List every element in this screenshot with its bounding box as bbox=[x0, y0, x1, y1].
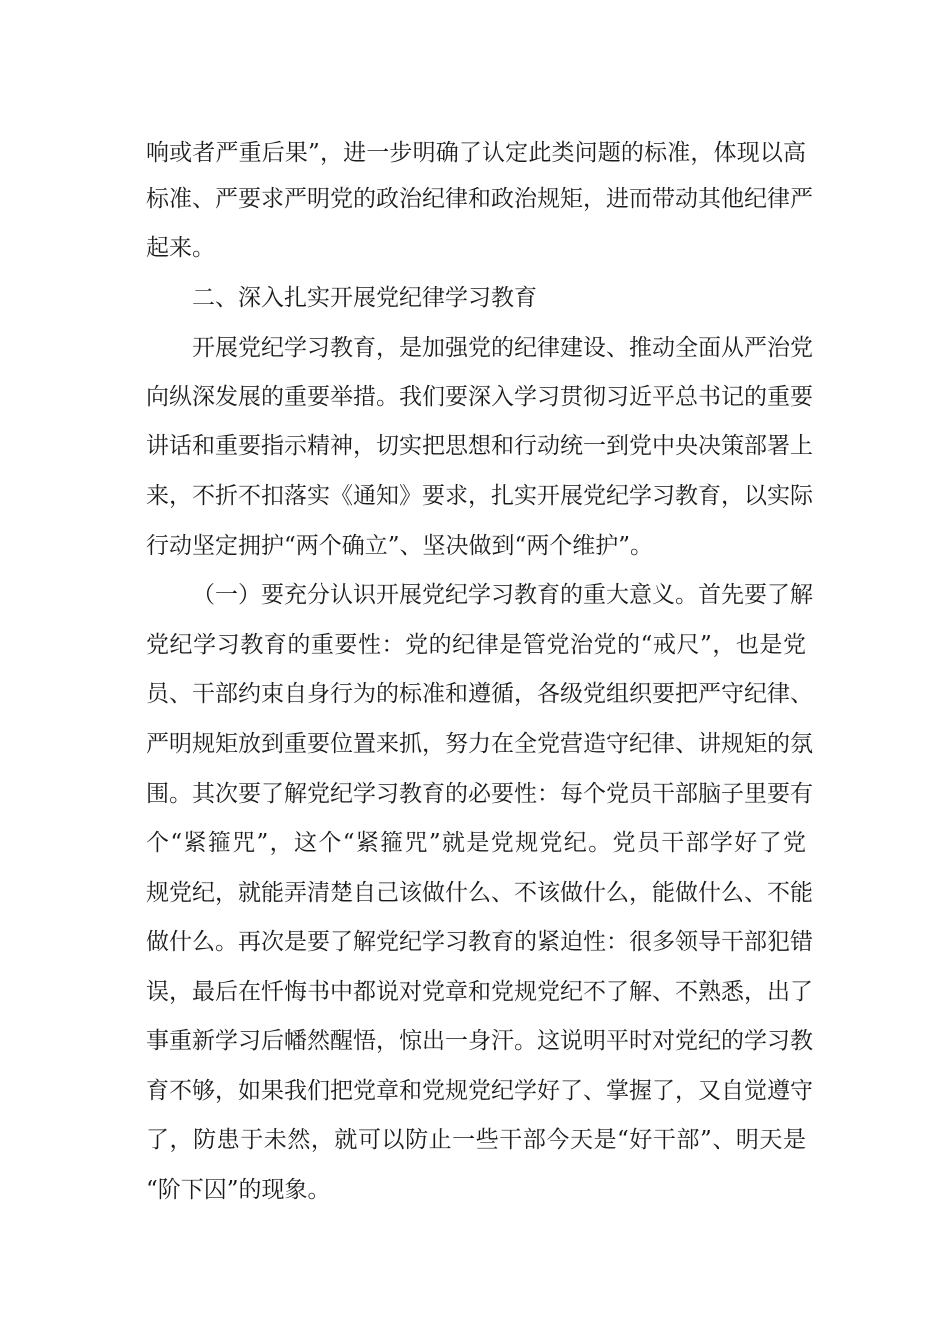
text-line-16: 规党纪，就能弄清楚自己该做什么、不该做什么，能做什么、不能 bbox=[146, 880, 813, 906]
text-line-22: “阶下囚”的现象。 bbox=[146, 1177, 331, 1203]
text-line-17: 做什么。再次是要了解党纪学习教育的紧迫性：很多领导干部犯错 bbox=[146, 929, 813, 955]
text-line-19: 事重新学习后幡然醒悟，惊出一身汗。这说明平时对党纪的学习教 bbox=[146, 1028, 813, 1054]
section-heading: 二、深入扎实开展党纪律学习教育 bbox=[192, 285, 537, 311]
text-line-1: 响或者严重后果”，进一步明确了认定此类问题的标准，体现以高 bbox=[146, 140, 806, 166]
text-line-20: 育不够，如果我们把党章和党规党纪学好了、掌握了，又自觉遵守 bbox=[146, 1078, 813, 1104]
text-line-12: 员、干部约束自身行为的标准和遵循，各级党组织要把严守纪律、 bbox=[146, 681, 813, 707]
text-line-13: 严明规矩放到重要位置来抓，努力在全党营造守纪律、讲规矩的氛 bbox=[146, 731, 813, 757]
text-line-9: 行动坚定拥护“两个确立”、坚决做到“两个维护”。 bbox=[146, 533, 654, 559]
text-line-14: 围。其次要了解党纪学习教育的必要性：每个党员干部脑子里要有 bbox=[146, 781, 813, 807]
text-line-3: 起来。 bbox=[146, 235, 215, 261]
text-line-5: 开展党纪学习教育，是加强党的纪律建设、推动全面从严治党 bbox=[192, 335, 813, 361]
text-line-15: 个“紧箍咒”，这个“紧箍咒”就是党规党纪。党员干部学好了党 bbox=[146, 830, 806, 856]
text-line-10: （一）要充分认识开展党纪学习教育的重大意义。首先要了解 bbox=[192, 582, 813, 608]
text-line-18: 误，最后在忏悔书中都说对党章和党规党纪不了解、不熟悉，出了 bbox=[146, 979, 813, 1005]
text-line-8: 来，不折不扣落实《通知》要求，扎实开展党纪学习教育，以实际 bbox=[146, 483, 813, 509]
text-line-6: 向纵深发展的重要举措。我们要深入学习贯彻习近平总书记的重要 bbox=[146, 384, 813, 410]
text-line-21: 了，防患于未然，就可以防止一些干部今天是“好干部”、明天是 bbox=[146, 1127, 806, 1153]
text-line-2: 标准、严要求严明党的政治纪律和政治规矩，进而带动其他纪律严 bbox=[146, 186, 813, 212]
text-line-11: 党纪学习教育的重要性：党的纪律是管党治党的“戒尺”，也是党 bbox=[146, 632, 806, 658]
text-line-7: 讲话和重要指示精神，切实把思想和行动统一到党中央决策部署上 bbox=[146, 433, 813, 459]
